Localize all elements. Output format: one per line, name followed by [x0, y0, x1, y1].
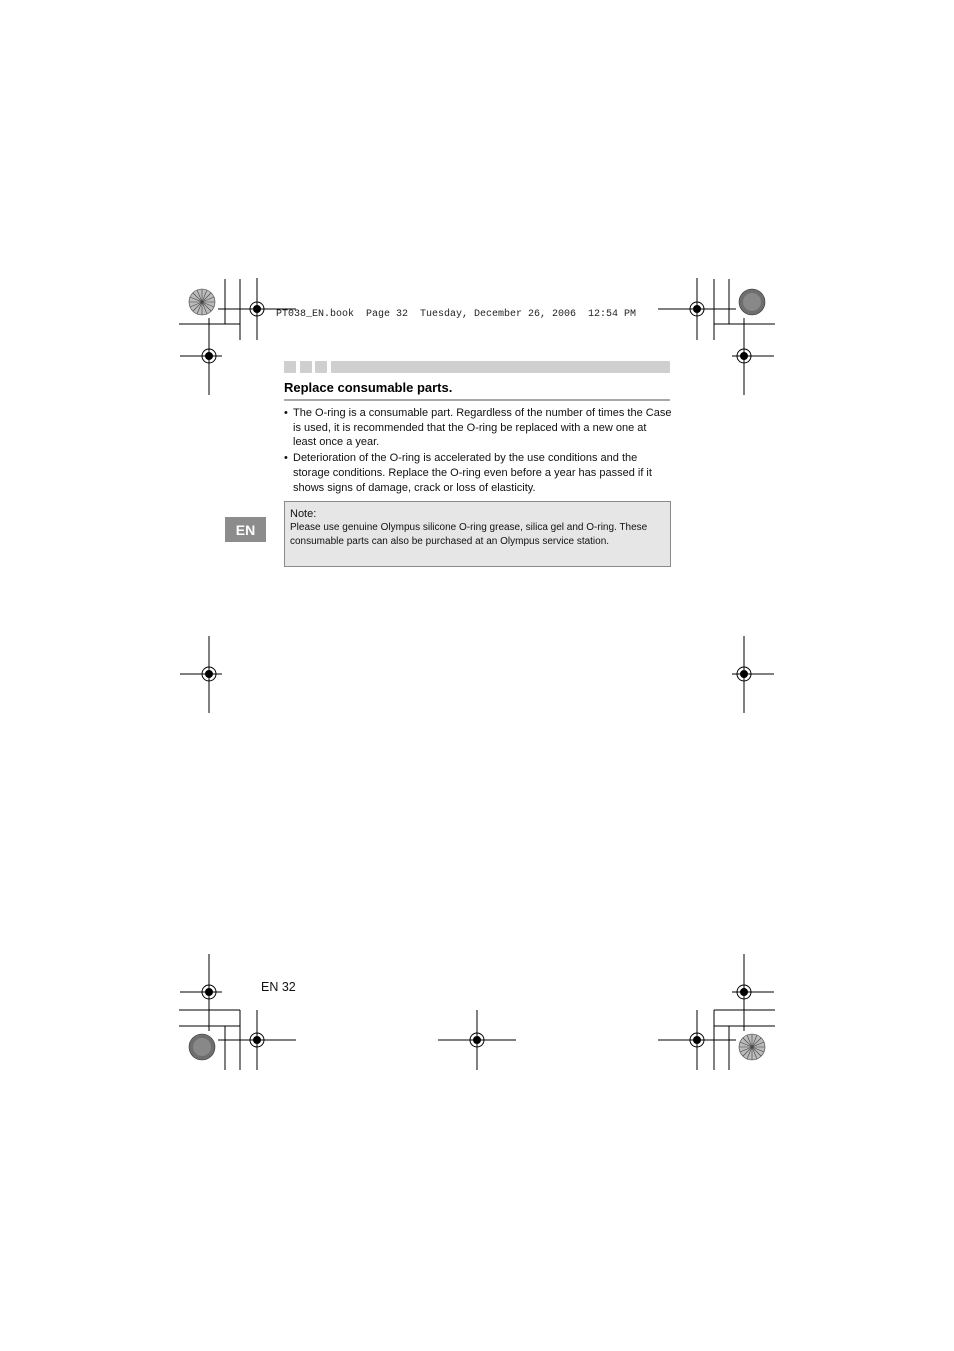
- bar-square: [284, 361, 296, 373]
- list-item: [284, 451, 672, 495]
- bullet-glyph: •: [284, 452, 288, 465]
- registration-mark: [438, 1010, 516, 1070]
- registration-mark: [732, 954, 774, 1031]
- page-number: EN 32: [261, 980, 296, 994]
- bar-square: [315, 361, 327, 373]
- list-item-text: The O-ring is a consumable part. Regardless of the number of times the Case is used, it is recommended that the O-ring be replaced with a new one at least once a year.: [293, 407, 672, 449]
- list-item: [284, 406, 672, 450]
- registration-mark: [658, 278, 736, 340]
- registration-mark: [180, 318, 222, 395]
- note-box: [284, 501, 671, 567]
- section-title: Replace consumable parts.: [284, 380, 670, 401]
- list-item-text: Deterioration of the O-ring is accelerated by the use conditions and the storage conditions. Replace the O-ring even before a year has passed if it shows signs of damage, crack or loss of elasticity.: [293, 452, 652, 494]
- gray-disc-target: [739, 289, 765, 315]
- registration-mark: [658, 1010, 736, 1070]
- bullet-list: [284, 406, 672, 496]
- gray-disc-target: [189, 1034, 215, 1060]
- note-text: Please use genuine Olympus silicone O-ring grease, silica gel and O-ring. These consumable parts can also be purchased at an Olympus service station.: [290, 522, 648, 547]
- starburst-target: [739, 1034, 765, 1060]
- bar-long: [331, 361, 670, 373]
- bullet-glyph: •: [284, 407, 288, 419]
- bar-square: [300, 361, 312, 373]
- starburst-target: [189, 289, 215, 315]
- registration-mark: [732, 636, 774, 713]
- registration-mark: [180, 954, 222, 1031]
- note-label: Note:: [290, 508, 317, 520]
- section-divider-bar: [284, 361, 670, 373]
- print-header: PT038_EN.book Page 32 Tuesday, December 26, 2006 12:54 PM: [276, 309, 637, 320]
- language-tab: EN: [225, 517, 266, 542]
- registration-mark: [732, 318, 774, 395]
- registration-mark: [218, 1010, 296, 1070]
- registration-mark: [180, 636, 222, 713]
